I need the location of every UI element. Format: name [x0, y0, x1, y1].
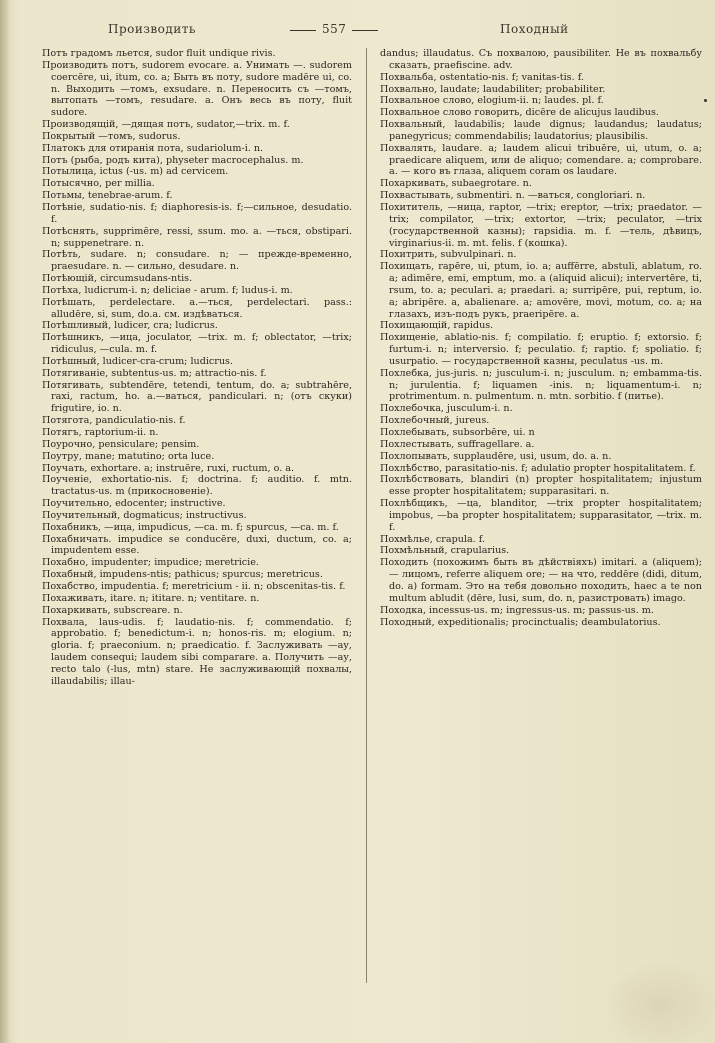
dictionary-entry: Потъ градомъ льется, sudor fluit undique rivis.	[42, 48, 276, 59]
left-column	[42, 48, 352, 1023]
dictionary-entry: Похаживать, itare. n; ititare. n; ventitare. n.	[42, 592, 260, 604]
dictionary-entry: Потѣніе, sudatio-nis. f; diaphoresis-is. f;—сильное, desudatio. f.	[42, 201, 352, 225]
dictionary-entry: Походить (похожимъ быть въ дѣйствіяхъ) imitari. a (aliquem); — лицомъ, referre aliquem ore; — на что, reddēre (didi, ditum, do. a) formam. Это на тебя довольно походить, haec a te non multum abludit (dēre, lusi, sum, do. n, разистровать) imago.	[380, 557, 702, 604]
dictionary-entry: Похабникъ, —ица, impudicus, —ca. m. f; spurcus, —ca. m. f.	[42, 521, 339, 533]
dictionary-entry: Похвалять, laudare. a; laudem alicui tribuēre, ui, utum, o. a; praedicare aliquem, или de aliquo; comendare. a; comprobare. a. — кого въ глаза, aliquem coram os laudare.	[380, 142, 702, 178]
dictionary-entry: Похвальное слово говорить, dicēre de alicujus laudibus.	[380, 107, 659, 119]
dictionary-entry: Потьмы, tenebrae-arum. f.	[42, 190, 173, 202]
dictionary-entry: Похвальба, ostentatio-nis. f; vanitas-tis. f.	[380, 71, 584, 83]
dictionary-entry: Похвастывать, submentiri. n. —ваться, congloriari. n.	[380, 190, 646, 202]
dictionary-entry: Потягиваніе, subtentus-us. m; attractio-nis. f.	[42, 367, 267, 379]
dictionary-entry: Поучительно, edocenter; instructive.	[42, 498, 226, 510]
dictionary-entry: Поученіе, exhortatio-nis. f; doctrina. f; auditio. f. mtn. tractatus-us. m (прикосновеніе).	[42, 474, 352, 498]
dictionary-entry: Потылица, ictus (-us. m) ad cervicem.	[42, 166, 229, 178]
dictionary-entry: Похмѣлье, crapula. f.	[380, 533, 486, 545]
margin-dot	[704, 99, 707, 102]
dictionary-entry: Похабство, impudentia. f; meretricium - ii. n; obscenitas-tis. f.	[42, 580, 346, 592]
dictionary-entry: Походка, incessus-us. m; ingressus-us. m; passus-us. m.	[380, 604, 654, 616]
dictionary-entry: Похабничать. impudice se conducēre, duxi, ductum, co. a; impudentem esse.	[42, 533, 352, 557]
dictionary-entry: Похлопывать, supplaudēre, usi, usum, do. a. n.	[380, 450, 612, 462]
dictionary-entry: Потѣснять, supprimēre, ressi, ssum. mo. a. —ться, obstipari. n; suppenetrare. n.	[42, 225, 352, 249]
dictionary-entry: Поучать, exhortare. a; instruēre, ruxi, ructum, o. a.	[42, 462, 295, 474]
page-spine-shadow	[0, 0, 10, 1043]
dictionary-entry: Потѣшный, ludicer-cra-crum; ludicrus.	[42, 355, 234, 367]
dictionary-entry: Поучительный, dogmaticus; instructivus.	[42, 509, 247, 521]
dictionary-entry: Похвальное слово, elogium-ii. n; laudes. pl. f.	[380, 95, 604, 107]
dictionary-entry: Потягъ, raptorium-ii. n.	[42, 427, 159, 438]
dictionary-entry: Потѣха, ludicrum-i. n; deliciae - arum. f; ludus-i. m.	[42, 284, 293, 296]
dictionary-entry: Похищать, rapēre, ui, ptum, io. a; auffērre, abstuli, ablatum, ro. a; adimēre, emi, emptum, mo. a (aliquid alicui); intervertēre, ti, rsum, to. a; peculari. a; praedari. a; surripēre, pui, reptum, io. a; abripēre. a, abalienare. a; amovēre, movi, motum, co. a; на глазахъ, изъ-подъ рукъ, praeripēre. a.	[380, 261, 702, 320]
dictionary-entry: Похмѣльный, crapularius.	[380, 545, 510, 557]
dictionary-entry: Похвальный, laudabilis; laude dignus; laudandus; laudatus; panegyricus; commendabilis; laudatorius; plausibilis.	[380, 119, 702, 142]
dictionary-entry: Похищающій, rapidus.	[380, 320, 494, 332]
dictionary-entry: Похабно, impudenter; impudice; meretricie.	[42, 557, 259, 569]
dictionary-entry: Похвально, laudate; laudabiliter; probabiliter.	[380, 83, 606, 95]
dictionary-entry: Похлебка, jus-juris. n; jusculum-i. n; jusculum. n; embamma-tis. n; jurulentia. f; liquamen -inis. n; liquamentum-i. n; protrimentum. n. pulmentum. n. mtn. sorbitio. f (питье).	[380, 367, 702, 403]
dictionary-entry: Потысячно, per millia.	[42, 178, 155, 190]
dictionary-entry: Потягивать, subtendēre, tetendi, tentum, do. a; subtrahēre, raxi, ractum, ho. a.—ваться, pandiculari. n; (отъ скуки) frigutire, io. n.	[42, 379, 352, 415]
right-column	[380, 48, 702, 1023]
dictionary-entry: Походный, expeditionalis; procinctualis; deambulatorius.	[380, 616, 661, 628]
header-left-guideword: Производить	[108, 22, 196, 36]
dictionary-entry: Похлебочный, jureus.	[380, 415, 490, 427]
dictionary-entry: Похвала, laus-udis. f; laudatio-nis. f; commendatio. f; approbatio. f; benedictum-i. n; honos-ris. m; elogium. n; gloria. f; praeconium. n; praedicatio. f. Заслуживать —ау, laudem consequi; laudem sibi comparare. a. Получить —ау, recto talo (-lus, mtn) stare. Не заслуживающій похвалы, illaudabilis; illau-	[42, 616, 352, 687]
page-number: 557	[322, 22, 347, 36]
dictionary-entry: Потѣшникъ, —ица, joculator, —trix. m. f; oblectator, —trix; ridiculus, —cula. m. f.	[42, 332, 352, 356]
dictionary-entry: Потъ (рыба, родъ кита), physeter macrocephalus. m.	[42, 154, 304, 166]
dictionary-entry: Похлѣбство, parasitatio-nis. f; adulatio propter hospitalitatem. f.	[380, 462, 696, 474]
dictionary-entry: Покрытый —томъ, sudorus.	[42, 130, 181, 142]
dictionary-entry: Похабный, impudens-ntis; pathicus; spurcus; meretricus.	[42, 569, 323, 581]
dictionary-entry: Поурочно, pensiculare; pensim.	[42, 438, 200, 450]
dictionary-entry: Производить потъ, sudorem evocare. a. Унимать —. sudorem coercēre, ui, itum, co. a; Быть въ поту, sudore madēre ui, co. n. Выходить —томъ, exsudare. n. Переносить съ —томъ, вытопать —томъ, resudare. a. Онъ весь въ поту, fluit sudore.	[42, 59, 352, 119]
dictionary-entry: Похлестывать, suffragellare. a.	[380, 438, 535, 450]
header-right-guideword: Походный	[500, 22, 569, 36]
page-header	[0, 22, 715, 42]
dictionary-entry: Производящій, —дящая потъ, sudator,—trix. m. f.	[42, 119, 290, 131]
dictionary-entry: Поутру, mane; matutino; orta luce.	[42, 450, 215, 462]
dictionary-entry: Похлѣбщикъ, —ца, blanditor, —trix propter hospitalitatem; impobus, —ba propter hospitalitatem; supparasitator, —trix. m. f.	[380, 498, 702, 533]
dictionary-entry: dandus; illaudatus. Съ похвалою, pausibiliter. Не въ похвальбу сказать, praefiscine. adv.	[380, 48, 702, 71]
dictionary-entry: Похаркивать, subaegrotare. n.	[380, 178, 532, 190]
column-divider	[366, 48, 367, 983]
dictionary-entry: Платокъ для отиранія пота, sudariolum-i. n.	[42, 142, 264, 154]
dictionary-entry: Похититель, —ница, raptor, —trix; ereptor, —trix; praedator. —trix; compilator, —trix; extortor, —trix; peculator, —trix (государственной казны); rapsidia. m. f. —тель, дѣвицъ, virginarius-ii. m. mt. felis. f (кошка).	[380, 201, 702, 249]
dictionary-entry: Потѣть, sudare. n; consudare. n; — прежде-временно, praesudare. n. — сильно, desudare. n.	[42, 249, 352, 273]
dictionary-entry: Потѣшать, perdelectare. a.—ться, perdelectari. pass.: alludēre, si, sum, do.a. см. издѣваться.	[42, 296, 352, 320]
dictionary-entry: Потѣшливый, ludicer, cra; ludicrus.	[42, 320, 218, 332]
dictionary-entry: Потѣющій, circumsudans-ntis.	[42, 273, 193, 285]
dictionary-entry: Похаркивать, subscreare. n.	[42, 604, 183, 616]
dictionary-entry: Похлѣбствовать, blandiri (n) propter hospitalitatem; injustum esse propter hospitalitatem; supparasitari. n.	[380, 474, 702, 498]
dictionary-entry: Похищеніе, ablatio-nis. f; compilatio. f; eruptio. f; extorsio. f; furtum-i. n; interversio. f; peculatio. f; raptio. f; spoliatio. f; usurpatio. — государственной казны, peculatus -us. m.	[380, 332, 702, 367]
dictionary-entry: Похлебочка, jusculum-i. n.	[380, 403, 513, 415]
dictionary-entry: Похлебывать, subsorbēre, ui. n	[380, 427, 535, 438]
dictionary-entry: Потягота, pandiculatio-nis. f.	[42, 415, 186, 427]
dictionary-entry: Похитрить, subvulpinari. n.	[380, 249, 517, 261]
